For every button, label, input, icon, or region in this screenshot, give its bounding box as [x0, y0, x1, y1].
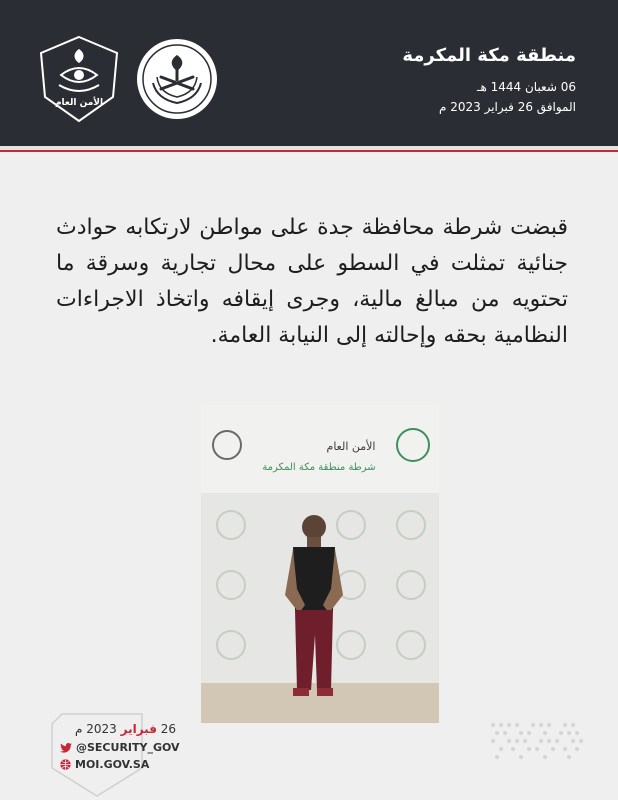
header-accent-line — [0, 150, 618, 152]
photo-illustration — [201, 405, 439, 723]
photo-banner-title: الأمن العام — [326, 440, 376, 453]
twitter-handle-row[interactable] — [60, 741, 180, 754]
saudi-emblem-logo — [135, 37, 219, 121]
photo-banner-subtitle: شرطة منطقة مكة المكرمة — [262, 462, 376, 473]
footer-date-year: 2023 م — [75, 722, 117, 736]
footer-date-day: 26 — [160, 722, 177, 736]
website-row[interactable] — [60, 758, 149, 771]
globe-icon — [60, 759, 71, 770]
region-title: منطقة مكة المكرمة — [402, 45, 576, 66]
header-bar — [0, 0, 618, 146]
public-security-logo-text: الأمن العام — [54, 98, 104, 108]
footer-date-month: فبراير — [120, 722, 157, 736]
twitter-icon — [60, 743, 72, 753]
suspect-photo — [201, 405, 439, 723]
public-security-shield-logo — [37, 35, 121, 123]
hijri-date: 06 شعبان 1444 هـ — [476, 80, 576, 94]
twitter-handle[interactable]: @SECURITY_GOV — [76, 741, 180, 754]
website-url[interactable]: MOI.GOV.SA — [75, 758, 150, 771]
decorative-dot-pattern — [488, 720, 588, 760]
gregorian-date: الموافق 26 فبراير 2023 م — [438, 100, 576, 114]
footer-date — [75, 722, 176, 736]
news-body-text: قبضت شرطة محافظة جدة على مواطن لارتكابه حوادث جنائية تمثلت في السطو على محال تجارية وسرقة ما تحتويه من مبالغ مالية، وجرى إيقافه واتخاذ الاجراءات النظامية بحقه وإحالته إلى النيابة العامة. — [56, 215, 568, 348]
